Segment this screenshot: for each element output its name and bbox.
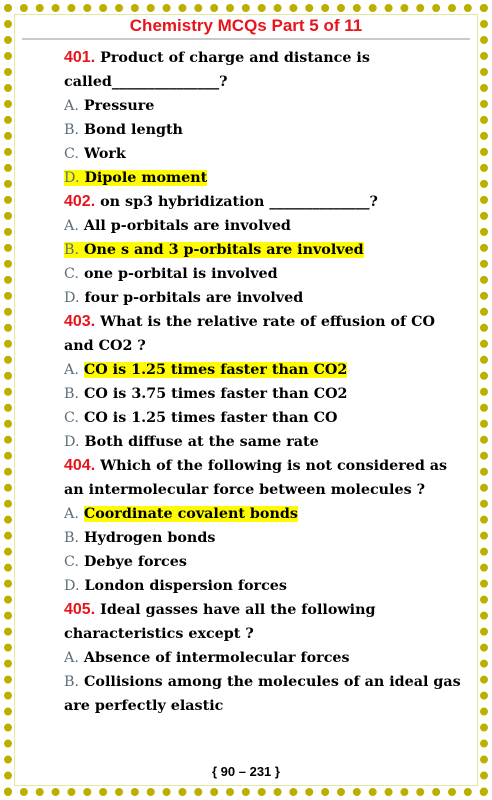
page-number: { 90 – 231 }	[212, 764, 280, 779]
option-text: London dispersion forces	[84, 578, 287, 594]
option-letter: C.	[64, 146, 79, 162]
option-letter: A.	[64, 362, 79, 378]
answer-option	[64, 94, 464, 118]
option-letter: D.	[64, 578, 80, 594]
option-line	[64, 266, 278, 282]
option-text: Debye forces	[83, 554, 187, 570]
answer-option	[64, 670, 464, 694]
header-divider	[22, 38, 470, 40]
question-line: What is the relative rate of effusion of CO	[100, 314, 435, 330]
option-letter: B.	[64, 530, 80, 546]
correct-answer-text: One s and 3 p-orbitals are involved	[84, 242, 364, 258]
option-text: Both diffuse at the same rate	[84, 434, 319, 450]
answer-option	[64, 406, 464, 430]
question-block	[64, 598, 464, 718]
question-text-continued	[64, 70, 464, 94]
question-block	[64, 46, 464, 190]
answer-option	[64, 262, 464, 286]
option-line	[64, 218, 291, 234]
answer-option	[64, 646, 464, 670]
option-text: CO is 1.25 times faster than CO	[83, 410, 338, 426]
option-line	[64, 290, 303, 306]
question-line: and CO2 ?	[64, 338, 146, 354]
option-text: Absence of intermolecular forces	[83, 650, 350, 666]
question-text-continued	[64, 334, 464, 358]
option-line	[64, 146, 126, 162]
option-letter: A.	[64, 218, 79, 234]
question-number: 403.	[64, 313, 96, 330]
option-line	[64, 242, 364, 258]
option-letter: D.	[64, 434, 80, 450]
answer-option	[64, 430, 464, 454]
question-line: an intermolecular force between molecules ?	[64, 482, 425, 498]
answer-option	[64, 118, 464, 142]
answer-option	[64, 142, 464, 166]
option-letter: C.	[64, 554, 79, 570]
option-line	[64, 122, 183, 138]
answer-option	[64, 526, 464, 550]
option-letter: A.	[64, 98, 79, 114]
option-line	[64, 554, 187, 570]
question-text	[64, 598, 464, 622]
question-number: 401.	[64, 49, 96, 66]
option-text: Hydrogen bonds	[84, 530, 216, 546]
option-line	[64, 530, 215, 546]
option-line	[64, 578, 287, 594]
option-text-continued: are perfectly elastic	[64, 698, 224, 714]
answer-option	[64, 550, 464, 574]
option-letter: B.	[64, 242, 80, 258]
answer-option	[64, 166, 464, 190]
question-text-continued	[64, 622, 464, 646]
answer-option	[64, 382, 464, 406]
option-letter: C.	[64, 266, 79, 282]
correct-answer-text: Coordinate covalent bonds	[83, 506, 298, 522]
option-line	[64, 410, 337, 426]
option-letter: B.	[64, 386, 80, 402]
answer-option	[64, 358, 464, 382]
question-text	[64, 46, 464, 70]
option-text: All p-orbitals are involved	[83, 218, 291, 234]
question-line: Which of the following is not considered as	[100, 458, 448, 474]
option-line	[64, 650, 350, 666]
question-line: Ideal gasses have all the following	[100, 602, 376, 618]
mcq-list	[64, 46, 464, 718]
option-line	[64, 362, 347, 378]
option-letter: B.	[64, 674, 80, 690]
option-letter: A.	[64, 650, 79, 666]
question-line: called_______________?	[64, 74, 228, 90]
page-title: Chemistry MCQs Part 5 of 11	[129, 16, 363, 35]
question-line: characteristics except ?	[64, 626, 254, 642]
option-text: Pressure	[83, 98, 155, 114]
question-line: on sp3 hybridization ______________?	[100, 194, 378, 210]
option-line	[64, 434, 319, 450]
answer-option	[64, 574, 464, 598]
option-letter: D.	[64, 170, 80, 186]
answer-option	[64, 214, 464, 238]
question-block	[64, 190, 464, 310]
question-text-continued	[64, 478, 464, 502]
answer-option	[64, 286, 464, 310]
question-block	[64, 454, 464, 598]
correct-answer-text: Dipole moment	[84, 170, 208, 186]
question-text	[64, 190, 464, 214]
option-letter: D.	[64, 290, 80, 306]
question-number: 405.	[64, 601, 96, 618]
question-block	[64, 310, 464, 454]
option-line	[64, 506, 298, 522]
option-line	[64, 98, 154, 114]
option-letter: C.	[64, 410, 79, 426]
question-line: Product of charge and distance is	[100, 50, 370, 66]
option-text: Bond length	[84, 122, 183, 138]
option-text: one p-orbital is involved	[83, 266, 278, 282]
option-letter: B.	[64, 122, 80, 138]
option-text: CO is 3.75 times faster than CO2	[84, 386, 348, 402]
option-letter: A.	[64, 506, 79, 522]
question-text	[64, 454, 464, 478]
question-text	[64, 310, 464, 334]
answer-option	[64, 502, 464, 526]
option-text: Work	[83, 146, 126, 162]
question-number: 402.	[64, 193, 96, 210]
option-line	[64, 170, 207, 186]
option-line	[64, 386, 348, 402]
option-text: Collisions among the molecules of an ideal gas	[84, 674, 461, 690]
question-number: 404.	[64, 457, 96, 474]
option-text: four p-orbitals are involved	[84, 290, 304, 306]
option-line	[64, 674, 461, 690]
answer-option	[64, 238, 464, 262]
correct-answer-text: CO is 1.25 times faster than CO2	[83, 362, 348, 378]
